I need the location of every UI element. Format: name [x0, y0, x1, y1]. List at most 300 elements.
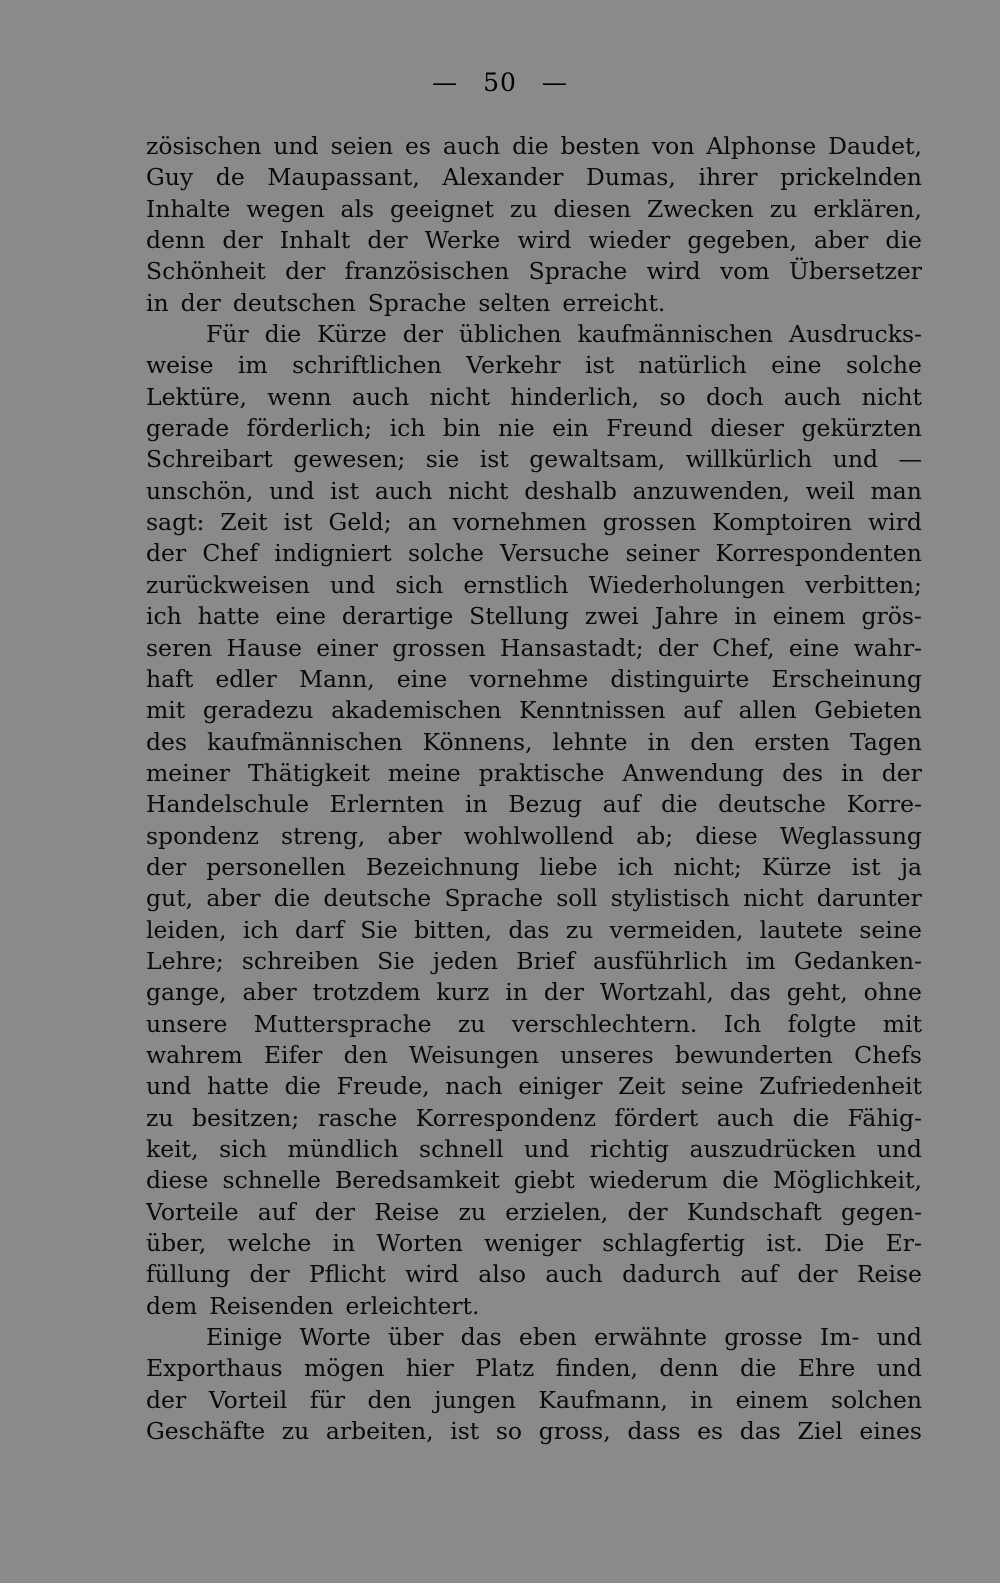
- word: wahrem: [146, 1040, 243, 1069]
- word: der: [367, 226, 408, 255]
- word: Ich: [723, 1009, 762, 1038]
- word: Alphonse: [706, 132, 817, 160]
- word: sich: [395, 570, 444, 599]
- word: zu: [509, 194, 538, 223]
- word: der: [627, 1197, 668, 1226]
- word: eine: [771, 351, 822, 380]
- word: grös-: [861, 602, 922, 631]
- page-header: [0, 68, 1000, 97]
- word: Daudet,: [828, 132, 922, 160]
- word: Alexander: [442, 163, 564, 192]
- word: der: [249, 1260, 290, 1289]
- word: weil: [805, 476, 855, 505]
- word: erreicht.: [562, 288, 666, 317]
- word: der: [146, 539, 187, 568]
- text-line: [146, 664, 922, 695]
- word: so: [659, 382, 686, 411]
- word: die: [273, 884, 311, 913]
- word: dass: [627, 1417, 681, 1446]
- word: Lektüre,: [146, 382, 247, 411]
- word: denn: [659, 1354, 719, 1383]
- word: Weisungen: [408, 1040, 540, 1069]
- word: kurz: [436, 978, 490, 1007]
- text-line: [146, 538, 922, 569]
- word: auf: [683, 696, 721, 725]
- word: praktische: [478, 758, 605, 787]
- word: bin: [442, 414, 481, 443]
- word: diese: [146, 1166, 209, 1195]
- word: ohne: [863, 978, 922, 1007]
- word: Platz: [475, 1354, 535, 1383]
- word: solche: [407, 539, 484, 568]
- word: Reise: [374, 1197, 440, 1226]
- word: der: [146, 1385, 187, 1414]
- word: ab;: [636, 821, 674, 850]
- word: haft: [146, 664, 194, 693]
- word: üblichen: [458, 320, 562, 349]
- word: vornehmen: [452, 508, 587, 537]
- word: gross,: [538, 1417, 611, 1446]
- word: zu: [769, 194, 798, 223]
- word: zu: [281, 1417, 310, 1446]
- word: jeden: [432, 946, 499, 975]
- word: als: [340, 194, 375, 223]
- word: seiner: [625, 539, 700, 568]
- body-text: [146, 131, 922, 1447]
- text-line: [146, 915, 922, 946]
- text-line: [146, 131, 922, 162]
- word: der: [797, 1260, 838, 1289]
- word: wird: [517, 226, 572, 255]
- word: vermeiden,: [609, 915, 744, 944]
- word: gekürzten: [801, 414, 922, 443]
- word: Dumas,: [586, 163, 676, 192]
- word: der: [314, 1197, 355, 1226]
- word: Eifer: [263, 1040, 323, 1069]
- word: selten: [478, 288, 551, 317]
- word: Chef: [202, 539, 259, 568]
- word: das: [739, 1417, 781, 1446]
- word: füllung: [146, 1260, 231, 1289]
- word: es: [697, 1417, 724, 1446]
- word: in: [464, 790, 488, 819]
- text-line: [146, 1134, 922, 1165]
- word: nach: [445, 1072, 503, 1101]
- word: ersten: [754, 727, 830, 756]
- word: denn: [146, 226, 206, 255]
- text-line: [146, 162, 922, 193]
- word: Schönheit: [146, 257, 266, 286]
- word: Freund: [606, 414, 693, 443]
- word: und: [832, 445, 879, 474]
- text-line: [146, 476, 922, 507]
- word: geht,: [786, 978, 848, 1007]
- word: —: [898, 445, 922, 474]
- word: Jahre: [654, 602, 719, 631]
- word: des: [782, 758, 824, 787]
- word: Pflicht: [309, 1260, 386, 1289]
- word: ein: [552, 414, 589, 443]
- word: Hansastadt;: [500, 633, 644, 662]
- word: arbeiten,: [325, 1417, 434, 1446]
- word: der: [222, 226, 263, 255]
- text-line: [146, 1165, 922, 1196]
- word: an: [407, 508, 437, 537]
- word: jungen: [434, 1385, 516, 1414]
- word: deutsche: [718, 790, 826, 819]
- word: Worte: [299, 1323, 371, 1352]
- word: anzuwenden,: [632, 476, 791, 505]
- word: Komptoiren: [712, 508, 853, 537]
- word: zösischen: [146, 132, 262, 160]
- word: verschlechtern.: [511, 1009, 698, 1038]
- word: auch: [442, 132, 501, 160]
- word: Kürze: [761, 852, 832, 881]
- text-line: [146, 1071, 922, 1102]
- word: nicht: [861, 382, 922, 411]
- word: erwähnte: [594, 1323, 708, 1352]
- word: geeignet: [390, 194, 494, 223]
- word: man: [870, 476, 922, 505]
- word: edler: [215, 664, 277, 693]
- word: in: [734, 602, 757, 631]
- word: so: [495, 1417, 523, 1446]
- word: nicht: [448, 476, 509, 505]
- word: deutschen: [232, 288, 356, 317]
- word: fördert: [614, 1103, 699, 1132]
- word: Ziel: [797, 1417, 843, 1446]
- word: mit: [146, 696, 186, 725]
- word: aber: [242, 978, 297, 1007]
- word: des: [146, 727, 188, 756]
- word: die: [885, 226, 922, 255]
- word: Kürze: [317, 320, 387, 349]
- word: wird: [646, 257, 701, 286]
- word: Die: [824, 1229, 865, 1258]
- word: Freude,: [336, 1072, 430, 1101]
- word: Bezeichnung: [365, 852, 520, 881]
- word: bitten,: [414, 915, 493, 944]
- word: Vorteil: [208, 1385, 288, 1414]
- word: derartige: [341, 602, 454, 631]
- word: eben: [518, 1323, 577, 1352]
- text-line: [146, 507, 922, 538]
- word: die: [264, 320, 302, 349]
- word: Lehre;: [146, 946, 224, 975]
- word: streng,: [280, 821, 366, 850]
- word: Geld;: [328, 508, 392, 537]
- word: weise: [146, 351, 214, 380]
- word: Sie: [377, 946, 415, 975]
- word: weniger: [484, 1229, 581, 1258]
- word: einiger: [518, 1072, 603, 1101]
- word: Zwecken: [646, 194, 754, 223]
- word: eine: [396, 664, 448, 693]
- word: der: [402, 320, 443, 349]
- text-line: [146, 695, 922, 726]
- word: nie: [498, 414, 535, 443]
- header-dash-right: —: [541, 68, 568, 97]
- word: folgte: [787, 1009, 857, 1038]
- word: und: [273, 132, 319, 160]
- word: erzielen,: [505, 1197, 609, 1226]
- word: über: [388, 1323, 444, 1352]
- word: erleichtert.: [345, 1291, 480, 1320]
- word: gerade: [146, 414, 230, 443]
- word: Maupassant,: [267, 163, 420, 192]
- word: schnelle: [222, 1166, 321, 1195]
- word: mögen: [304, 1354, 385, 1383]
- word: willkürlich: [685, 445, 813, 474]
- word: Kundschaft: [686, 1197, 822, 1226]
- word: und: [876, 1354, 922, 1383]
- word: diesen: [553, 194, 631, 223]
- word: solchen: [830, 1385, 922, 1414]
- text-line: [146, 1009, 922, 1040]
- word: hier: [405, 1354, 454, 1383]
- word: distinguirte: [610, 664, 750, 693]
- text-line: [146, 1385, 922, 1416]
- word: Gedanken-: [793, 946, 922, 975]
- word: ich: [389, 414, 426, 443]
- word: grossen: [602, 508, 697, 537]
- word: und: [524, 1135, 570, 1163]
- word: kaufmännischen: [577, 320, 774, 349]
- word: Für: [206, 320, 249, 349]
- word: hatte: [197, 602, 260, 631]
- word: wohlwollend: [463, 821, 615, 850]
- text-line: [146, 883, 922, 914]
- word: indigniert: [274, 539, 392, 568]
- word: ernstlich: [463, 570, 569, 599]
- word: Verkehr: [466, 351, 561, 380]
- word: Worten: [376, 1229, 463, 1258]
- word: in: [690, 1385, 714, 1414]
- word: Erscheinung: [771, 664, 922, 693]
- word: Im-: [819, 1323, 860, 1352]
- word: und: [269, 476, 315, 505]
- word: vom: [719, 257, 770, 286]
- word: hatte: [206, 1072, 269, 1101]
- text-line: [146, 821, 922, 852]
- word: schriftlichen: [292, 351, 442, 380]
- text-line: [146, 1416, 922, 1447]
- word: der: [657, 633, 699, 662]
- word: ist: [283, 508, 313, 537]
- word: seine: [859, 915, 922, 944]
- word: dadurch: [622, 1260, 721, 1289]
- word: die: [739, 1354, 777, 1383]
- word: Versuche: [500, 539, 610, 568]
- word: einem: [735, 1385, 809, 1414]
- text-line: [146, 1322, 922, 1353]
- word: ich: [242, 915, 279, 944]
- word: geradezu: [202, 696, 314, 725]
- word: seren: [146, 633, 213, 662]
- word: und: [876, 1135, 922, 1163]
- text-line: [146, 1228, 922, 1259]
- word: auf: [602, 790, 641, 819]
- word: Zufriedenheit: [759, 1072, 922, 1101]
- word: auch: [716, 1103, 775, 1132]
- text-line: [146, 977, 922, 1008]
- word: kaufmännischen: [207, 727, 403, 756]
- word: finden,: [555, 1354, 638, 1383]
- word: schreiben: [241, 946, 359, 975]
- word: rasche: [317, 1103, 398, 1132]
- word: ihrer: [698, 163, 758, 192]
- word: Inhalte: [146, 194, 231, 223]
- word: Könnens,: [422, 727, 533, 756]
- word: Sprache: [367, 288, 467, 317]
- word: meiner: [146, 758, 230, 787]
- header-dash-left: —: [432, 68, 459, 97]
- word: Exporthaus: [146, 1354, 283, 1383]
- word: Kenntnissen: [519, 696, 666, 725]
- word: sich: [219, 1135, 267, 1163]
- word: ich: [146, 602, 182, 631]
- word: Thätigkeit: [247, 758, 370, 787]
- word: schlagfertig: [602, 1229, 746, 1258]
- word: die: [512, 132, 549, 160]
- text-line: [146, 444, 922, 475]
- word: eine: [788, 633, 840, 662]
- word: in: [841, 758, 864, 787]
- word: zwei: [584, 602, 639, 631]
- word: Wiederholungen: [588, 570, 786, 599]
- word: Stellung: [469, 602, 569, 631]
- word: Einige: [206, 1323, 283, 1352]
- word: die: [722, 1166, 759, 1195]
- word: leiden,: [146, 915, 227, 944]
- word: ist: [479, 445, 509, 474]
- word: keit,: [146, 1135, 199, 1163]
- text-line: [146, 570, 922, 601]
- text-line: [146, 288, 922, 319]
- word: grossen: [392, 633, 486, 662]
- word: allen: [738, 696, 797, 725]
- word: Sprache: [528, 257, 628, 286]
- word: aber: [387, 821, 442, 850]
- word: gegen-: [840, 1197, 922, 1226]
- word: Hause: [226, 633, 303, 662]
- word: die: [792, 1103, 830, 1132]
- word: nicht: [429, 382, 491, 411]
- text-line: [146, 1040, 922, 1071]
- word: auch: [783, 382, 842, 411]
- word: seine: [680, 1072, 744, 1101]
- word: deshalb: [524, 476, 617, 505]
- word: erklären,: [813, 194, 922, 223]
- word: sagt:: [146, 508, 205, 537]
- word: auch: [545, 1260, 603, 1289]
- word: ausführlich: [592, 946, 728, 975]
- word: der: [180, 288, 221, 317]
- text-line: [146, 1259, 922, 1290]
- word: Weglassung: [779, 821, 922, 850]
- word: Möglichkeit,: [772, 1166, 922, 1195]
- text-line: [146, 350, 922, 381]
- word: dem: [146, 1291, 198, 1320]
- word: auch: [374, 476, 433, 505]
- word: zu: [565, 915, 594, 944]
- word: seien: [330, 132, 394, 160]
- word: Handelschule: [146, 790, 310, 819]
- word: grosse: [724, 1323, 803, 1352]
- word: von: [651, 132, 695, 160]
- word: ist: [450, 1417, 480, 1446]
- word: wieder: [588, 226, 671, 255]
- word: soll: [556, 884, 598, 913]
- text-line: [146, 382, 922, 413]
- word: Reisenden: [209, 1291, 334, 1320]
- word: ist: [851, 852, 881, 881]
- text-line: [146, 601, 922, 632]
- word: Mann,: [298, 664, 375, 693]
- word: Er-: [885, 1229, 922, 1258]
- page-number: 50: [483, 68, 517, 97]
- word: bewunderten: [674, 1040, 833, 1069]
- word: dieser: [710, 414, 785, 443]
- word: besten: [560, 132, 641, 160]
- word: giebt: [513, 1166, 575, 1195]
- word: spondenz: [146, 821, 259, 850]
- word: in: [647, 727, 671, 756]
- word: im: [745, 946, 776, 975]
- word: Erlernten: [329, 790, 445, 819]
- word: Reise: [856, 1260, 922, 1289]
- word: doch: [705, 382, 764, 411]
- word: aber: [206, 884, 261, 913]
- word: de: [215, 163, 245, 192]
- word: wenn: [267, 382, 332, 411]
- word: diese: [695, 821, 758, 850]
- word: ist.: [766, 1229, 803, 1258]
- word: Ausdrucks-: [788, 320, 922, 349]
- word: Fähig-: [847, 1103, 922, 1132]
- word: wird: [867, 508, 922, 537]
- word: gewesen;: [293, 445, 406, 474]
- word: Korrespondenz: [415, 1103, 597, 1132]
- word: trotzdem: [312, 978, 421, 1007]
- word: das: [729, 978, 771, 1007]
- text-line: [146, 1103, 922, 1134]
- text-line: [146, 789, 922, 820]
- word: schnell: [419, 1135, 504, 1163]
- word: ist: [330, 476, 360, 505]
- word: die: [284, 1072, 321, 1101]
- word: für: [309, 1385, 345, 1414]
- word: eine: [275, 602, 327, 631]
- word: Muttersprache: [253, 1009, 432, 1038]
- word: Korrespondenten: [715, 539, 922, 568]
- word: die: [661, 790, 698, 819]
- word: gegeben,: [687, 226, 797, 255]
- word: welche: [227, 1229, 312, 1258]
- word: auf: [740, 1260, 779, 1289]
- word: deutsche: [323, 884, 432, 913]
- word: in: [505, 978, 528, 1007]
- word: ist: [585, 351, 615, 380]
- word: in: [146, 288, 169, 317]
- word: in: [332, 1229, 356, 1258]
- word: solche: [845, 351, 922, 380]
- word: Guy: [146, 163, 194, 192]
- word: zurückweisen: [146, 570, 310, 599]
- word: den: [367, 1385, 412, 1414]
- word: der: [146, 852, 187, 881]
- word: vornehme: [469, 664, 589, 693]
